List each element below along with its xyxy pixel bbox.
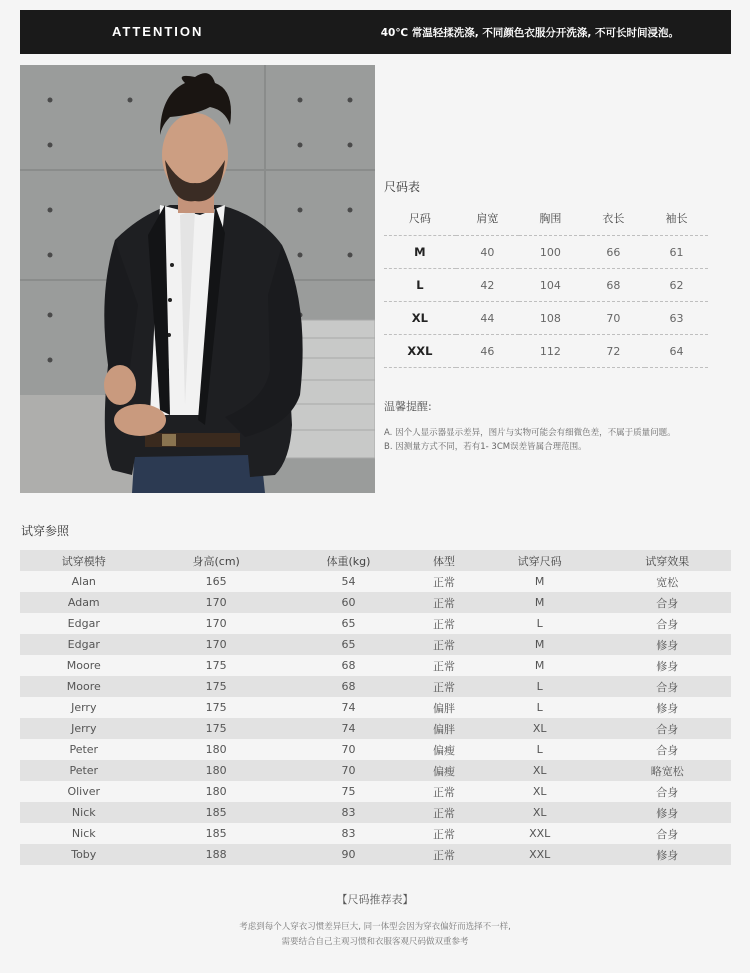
size-chart-header-row: [384, 201, 708, 236]
disclaimer-line-2: 需要结合自己主观习惯和衣服客观尺码做双重参考: [281, 937, 469, 947]
size-cell: 112: [519, 335, 582, 368]
try-on-cell: Edgar: [20, 613, 148, 634]
try-on-cell: 170: [148, 592, 285, 613]
try-on-cell: M: [476, 592, 604, 613]
attention-banner: [20, 10, 731, 54]
size-row: [384, 236, 708, 269]
try-on-cell: 165: [148, 571, 285, 592]
try-on-row: [20, 613, 731, 634]
try-on-header-cell: 身高(cm): [148, 550, 285, 571]
try-on-cell: 83: [285, 802, 412, 823]
try-on-cell: Oliver: [20, 781, 148, 802]
size-label: M: [384, 236, 456, 269]
try-on-row: [20, 592, 731, 613]
try-on-cell: XXL: [476, 823, 604, 844]
wash-instructions: 40℃ 常温轻揉洗涤, 不同颜色衣服分开洗涤, 不可长时间浸泡。: [380, 27, 679, 39]
size-cell: 42: [456, 269, 519, 302]
try-on-cell: 略宽松: [603, 760, 731, 781]
size-header-cell: 肩宽: [456, 201, 519, 236]
size-chart-table: [384, 201, 708, 368]
try-on-cell: L: [476, 613, 604, 634]
size-chart-section: [384, 178, 708, 368]
try-on-cell: 175: [148, 697, 285, 718]
try-on-cell: 合身: [603, 592, 731, 613]
size-label: XL: [384, 302, 456, 335]
try-on-cell: 170: [148, 613, 285, 634]
size-cell: 64: [645, 335, 708, 368]
try-on-header-row: [20, 550, 731, 571]
try-on-cell: 90: [285, 844, 412, 865]
try-on-cell: 68: [285, 655, 412, 676]
try-on-cell: Jerry: [20, 718, 148, 739]
try-on-cell: 175: [148, 655, 285, 676]
try-on-cell: 正常: [412, 802, 476, 823]
size-cell: 104: [519, 269, 582, 302]
size-label: XXL: [384, 335, 456, 368]
size-row: [384, 269, 708, 302]
try-on-cell: 正常: [412, 634, 476, 655]
banner-title: ATTENTION: [112, 24, 204, 39]
try-on-cell: 偏瘦: [412, 739, 476, 760]
try-on-cell: 正常: [412, 571, 476, 592]
try-on-cell: Moore: [20, 655, 148, 676]
try-on-cell: M: [476, 571, 604, 592]
try-on-cell: XL: [476, 781, 604, 802]
try-on-cell: Peter: [20, 760, 148, 781]
try-on-cell: Nick: [20, 823, 148, 844]
try-on-cell: 54: [285, 571, 412, 592]
try-on-cell: Nick: [20, 802, 148, 823]
tip-a: A. 因个人显示器显示差异，图片与实物可能会有细微色差，不属于质量问题。: [384, 428, 676, 438]
try-on-cell: 正常: [412, 781, 476, 802]
try-on-cell: 正常: [412, 823, 476, 844]
model-illustration: [20, 65, 375, 493]
try-on-cell: L: [476, 676, 604, 697]
try-on-header-cell: 试穿效果: [603, 550, 731, 571]
try-on-cell: Adam: [20, 592, 148, 613]
try-on-row: [20, 823, 731, 844]
size-cell: 72: [582, 335, 645, 368]
try-on-row: [20, 718, 731, 739]
try-on-cell: Toby: [20, 844, 148, 865]
try-on-cell: XL: [476, 718, 604, 739]
try-on-cell: 宽松: [603, 571, 731, 592]
try-on-cell: L: [476, 739, 604, 760]
try-on-row: [20, 802, 731, 823]
try-on-cell: 175: [148, 676, 285, 697]
size-cell: 100: [519, 236, 582, 269]
size-cell: 46: [456, 335, 519, 368]
size-cell: 70: [582, 302, 645, 335]
size-header-cell: 袖长: [645, 201, 708, 236]
try-on-cell: 175: [148, 718, 285, 739]
size-row: [384, 335, 708, 368]
try-on-cell: 65: [285, 634, 412, 655]
try-on-cell: 偏瘦: [412, 760, 476, 781]
try-on-cell: Edgar: [20, 634, 148, 655]
try-on-cell: 180: [148, 739, 285, 760]
try-on-cell: 正常: [412, 676, 476, 697]
try-on-cell: 合身: [603, 613, 731, 634]
try-on-row: [20, 655, 731, 676]
try-on-cell: 83: [285, 823, 412, 844]
size-header-cell: 尺码: [384, 201, 456, 236]
size-cell: 108: [519, 302, 582, 335]
try-on-cell: 185: [148, 802, 285, 823]
size-cell: 66: [582, 236, 645, 269]
size-cell: 62: [645, 269, 708, 302]
size-header-cell: 衣长: [582, 201, 645, 236]
try-on-cell: 正常: [412, 655, 476, 676]
try-on-cell: 180: [148, 760, 285, 781]
try-on-header-cell: 试穿尺码: [476, 550, 604, 571]
try-on-row: [20, 697, 731, 718]
try-on-cell: 合身: [603, 781, 731, 802]
try-on-cell: 75: [285, 781, 412, 802]
try-on-cell: 合身: [603, 718, 731, 739]
size-recommendation-disclaimer: [0, 920, 750, 950]
try-on-row: [20, 760, 731, 781]
try-on-cell: 185: [148, 823, 285, 844]
size-cell: 68: [582, 269, 645, 302]
try-on-header-cell: 试穿模特: [20, 550, 148, 571]
try-on-cell: M: [476, 655, 604, 676]
try-on-row: [20, 844, 731, 865]
tip-b: B. 因测量方式不同，若有1- 3CM误差皆属合理范围。: [384, 442, 587, 452]
size-label: L: [384, 269, 456, 302]
try-on-cell: Alan: [20, 571, 148, 592]
try-on-cell: 68: [285, 676, 412, 697]
size-cell: 40: [456, 236, 519, 269]
size-header-cell: 胸围: [519, 201, 582, 236]
try-on-cell: 60: [285, 592, 412, 613]
try-on-title: 试穿参照: [21, 524, 70, 538]
try-on-header-cell: 体型: [412, 550, 476, 571]
try-on-cell: 正常: [412, 592, 476, 613]
try-on-cell: 65: [285, 613, 412, 634]
try-on-cell: 修身: [603, 634, 731, 655]
size-row: [384, 302, 708, 335]
try-on-cell: 合身: [603, 676, 731, 697]
try-on-cell: 70: [285, 739, 412, 760]
try-on-header-cell: 体重(kg): [285, 550, 412, 571]
try-on-row: [20, 634, 731, 655]
try-on-cell: M: [476, 634, 604, 655]
model-photo: [20, 65, 375, 493]
tips-title: 温馨提醒:: [384, 400, 432, 413]
try-on-cell: XL: [476, 802, 604, 823]
try-on-cell: Peter: [20, 739, 148, 760]
try-on-cell: 修身: [603, 655, 731, 676]
try-on-cell: 70: [285, 760, 412, 781]
try-on-cell: 偏胖: [412, 697, 476, 718]
size-cell: 61: [645, 236, 708, 269]
try-on-cell: 修身: [603, 697, 731, 718]
try-on-cell: 合身: [603, 823, 731, 844]
try-on-cell: 正常: [412, 613, 476, 634]
try-on-row: [20, 676, 731, 697]
size-cell: 63: [645, 302, 708, 335]
size-chart-title: 尺码表: [384, 180, 421, 194]
size-recommendation-title: 【尺码推荐表】: [336, 893, 414, 906]
try-on-cell: XXL: [476, 844, 604, 865]
try-on-cell: 修身: [603, 844, 731, 865]
try-on-cell: L: [476, 697, 604, 718]
try-on-cell: 74: [285, 697, 412, 718]
try-on-cell: 180: [148, 781, 285, 802]
try-on-cell: 170: [148, 634, 285, 655]
try-on-cell: 正常: [412, 844, 476, 865]
try-on-cell: 188: [148, 844, 285, 865]
try-on-row: [20, 571, 731, 592]
try-on-cell: XL: [476, 760, 604, 781]
tips-section: [384, 398, 724, 454]
try-on-cell: Jerry: [20, 697, 148, 718]
try-on-cell: Moore: [20, 676, 148, 697]
try-on-cell: 偏胖: [412, 718, 476, 739]
try-on-row: [20, 781, 731, 802]
size-cell: 44: [456, 302, 519, 335]
try-on-row: [20, 739, 731, 760]
try-on-cell: 修身: [603, 802, 731, 823]
disclaimer-line-1: 考虑到每个人穿衣习惯差异巨大, 同一体型会因为穿衣偏好而选择不一样,: [239, 922, 511, 932]
try-on-cell: 合身: [603, 739, 731, 760]
try-on-cell: 74: [285, 718, 412, 739]
try-on-table: [20, 550, 731, 865]
